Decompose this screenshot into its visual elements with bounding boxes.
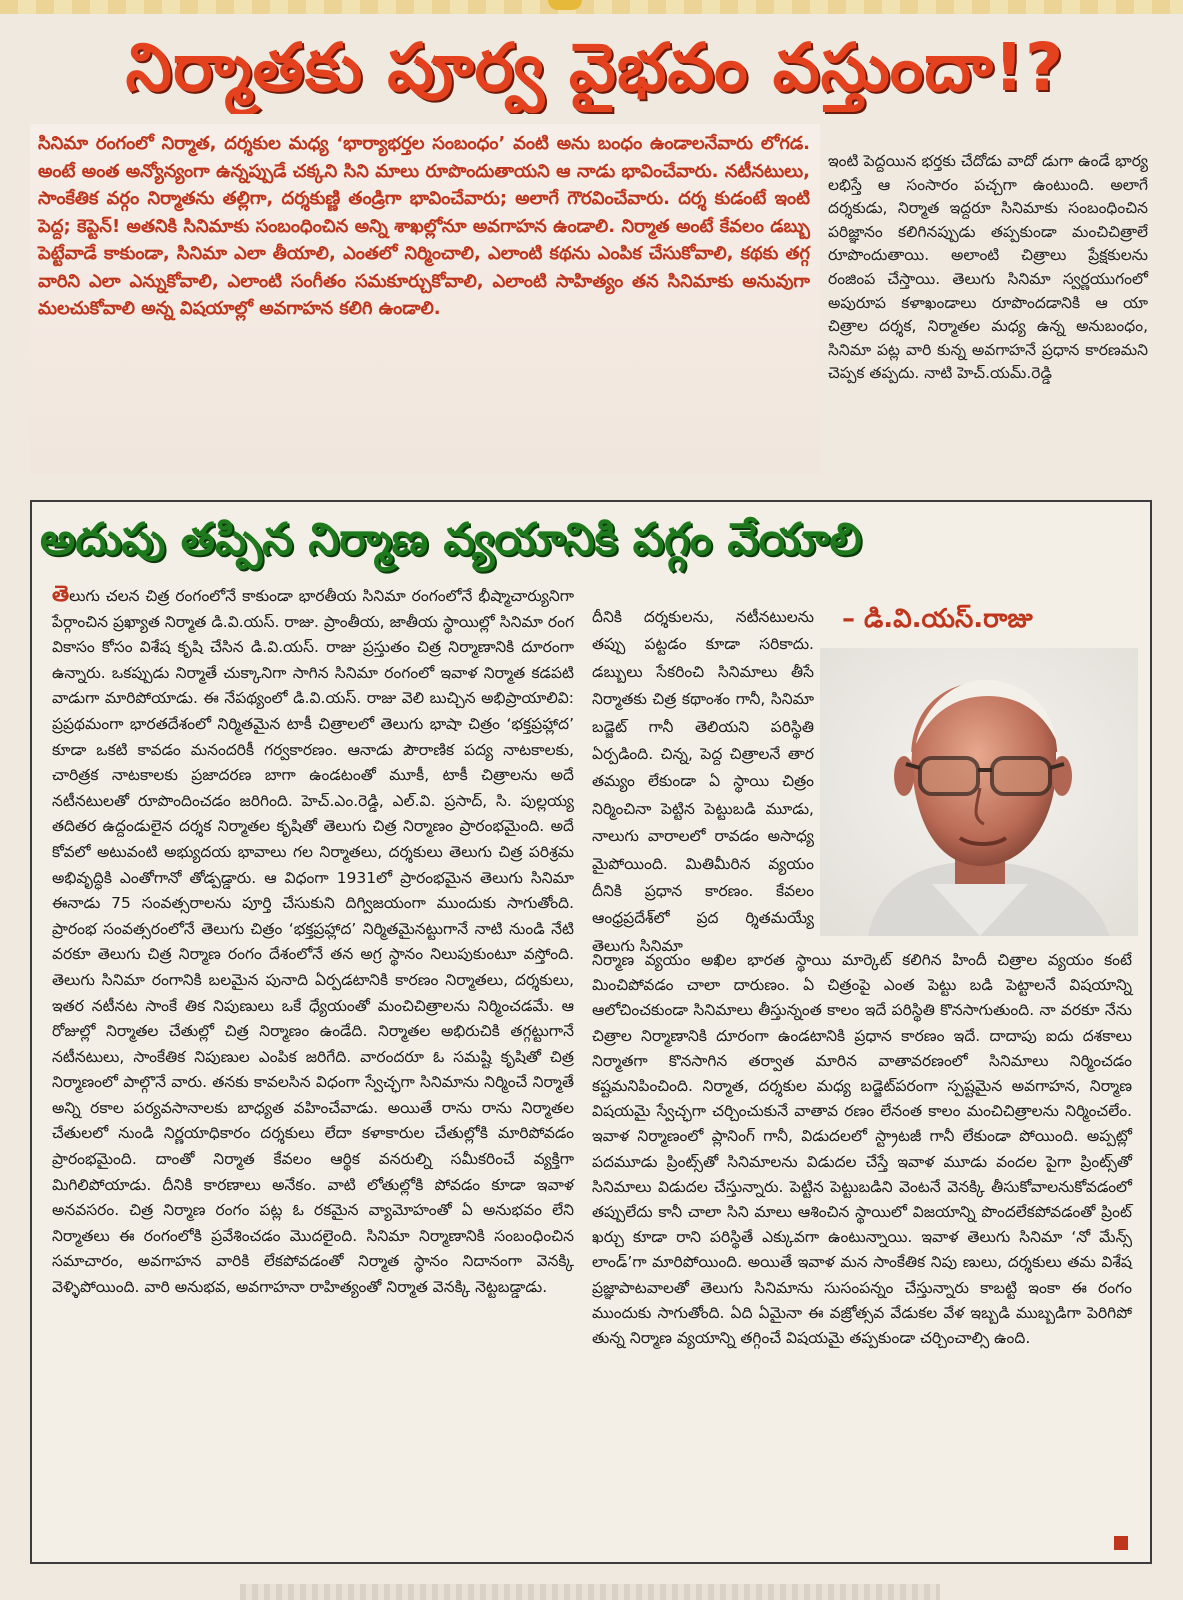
article-column-left-text: లుగు చలన చిత్ర రంగంలోనే కాకుండా భారతీయ సినిమా రంగంలోనే భీష్మాచార్యునిగా పేర్గాంచిన ప్రఖ్యాత నిర్మాత డి.వి.యస్. రాజు. ప్రాంతీయ, జాతీయ స్థాయిల్లో సినిమా రంగ వికాసం కోసం విశేష కృషి చేసిన డి.వి.యస్. రాజు ప్రస్తుతం చిత్ర నిర్మాణానికి దూరంగా ఉన్నారు. ఒకప్పుడు నిర్మాతే చుక్కానిగా సాగిన సినిమా రంగంలో ఇవాళ నిర్మాత కడపటి వాడుగా మారిపోయాడు. ఈ నేపథ్యంలో డి.వి.యస్. రాజు వెలి బుచ్చిన అభిప్రాయాలివి: ప్రప్రథమంగా భారతదేశంలో నిర్మితమైన టాకీ చిత్రాలలో తెలుగు భాషా చిత్రం ‘భక్తప్రహ్లాద’ కూడా ఒకటి కావడం మనందరికీ గర్వకారణం. ఆనాడు పౌరాణిక పద్య నాటకాలకు, చారిత్రక నాటకాలకు ప్రజాదరణ బాగా ఉండటంతో మూకీ, టాకీ చిత్రాలను అదే నటీనటులతో రూపొందించడం జరిగింది. హెచ్.ఎం.రెడ్డి, ఎల్.వి. ప్రసాద్, సి. పుల్లయ్య తదితర ఉద్దండులైన దర్శక నిర్మాతల కృషితో తెలుగు చిత్ర నిర్మాణం ప్రారంభమైంది. అదే కోవలో అటువంటి అభ్యుదయ భావాలు గల నిర్మాతలు, దర్శకులు తెలుగు చిత్ర పరిశ్రమ అభివృద్ధికి ఎంతోగానో తోడ్పడ్డారు. ఆ విధంగా 1931లో ప్రారంభమైన తెలుగు సినిమా ఈనాడు 75 సంవత్సరాలను పూర్తి చేసుకుని దిగ్విజయంగా ముందుకు సాగుతోంది. ప్రారంభ సంవత్సరంలోనే తెలుగు చిత్రం ‘భక్తప్రహ్లాద’ నిర్మితమైనట్టుగానే నాటి నుండి నేటి వరకూ తెలుగు చిత్ర నిర్మాణ రంగం దేశంలోనే తన అగ్ర స్థానం నిలుపుకుంటూ వస్తోంది. తెలుగు సినిమా రంగానికి బలమైన పునాది ఏర్పడటానికి కారణం నిర్మాతలు, దర్శకులు, ఇతర నటీనట సాంకే తిక నిపుణులు ఒకే ధ్యేయంతో మంచిచిత్రాలను నిర్మించడమే. ఆ రోజుల్లో నిర్మాతల చేతుల్లో చిత్ర నిర్మాణం ఉండేది. నిర్మాతల అభిరుచికి తగ్గట్టుగానే నటీనటులు, సాంకేతిక నిపుణుల ఎంపిక జరిగేది. వారందరూ ఓ సమష్టి కృషితో చిత్ర నిర్మాణంలో పాల్గొనే వారు. తనకు కావలసిన విధంగా స్వేచ్ఛగా సినిమాను నిర్మించే నిర్మాతే అన్ని రకాల పర్యవసానాలకు బాధ్యత వహించేవాడు. అయితే రాను రాను నిర్మాతల చేతులలో నుండి నిర్ణయాధికారం దర్శకులు లేదా కళాకారుల చేతుల్లోకి మారిపోవడం ప్రారంభమైంది. దాంతో నిర్మాత కేవలం ఆర్థిక వనరుల్ని సమీకరించే వ్యక్తిగా మిగిలిపోయాడు. దీనికి కారణాలు అనేకం. వాటి లోతుల్లోకి పోవడం కూడా ఇవాళ అనవసరం. చిత్ర నిర్మాణ రంగం పట్ల ఓ రకమైన వ్యామోహంతో ఏ అనుభవం లేని నిర్మాతలు ఈ రంగంలోకి ప్రవేశించడం మొదలైంది. సినిమా నిర్మాణానికి సంబంధించిన సమాచారం, అవగాహన వారికి లేకపోవడంతో నిర్మాత స్థానం నిదానంగా వెనక్కి వెళ్ళిపోయింది. వారి అనుభవ, అవగాహనా రాహిత్యంతో నిర్మాత వెనక్కి నెట్టబడ్డాడు. — [52, 587, 574, 1297]
article-byline: – డి.వి.యస్.రాజు — [842, 604, 1033, 634]
emblem-icon — [548, 0, 582, 10]
sidebar-paragraph: ఇంటి పెద్దయిన భర్తకు చేదోడు వాదో డుగా ఉండే భార్య లభిస్తే ఆ సంసారం పచ్చగా ఉంటుంది. అలాగే దర్శకుడు, నిర్మాత ఇద్దరూ సినిమాకు సంబంధించిన పరిజ్ఞానం కలిగినప్పుడు తప్పకుండా మంచిచిత్రాలే రూపొందుతాయి. అలాంటి చిత్రాలు ప్రేక్షకులను రంజింప చేస్తాయి. తెలుగు సినిమా స్వర్ణయుగంలో అపురూప కళాఖండాలు రూపొందడానికి ఆ యా చిత్రాల దర్శక, నిర్మాతల మధ్య ఉన్న అనుబంధం, సినిమా పట్ల వారి కున్న అవగాహనే ప్రధాన కారణమని చెప్పక తప్పదు. నాటి హెచ్.యమ్.రెడ్డి — [828, 152, 1148, 383]
article-column-right-bottom: నిర్మాణ వ్యయం అఖిల భారత స్థాయి మార్కెట్ కలిగిన హిందీ చిత్రాల వ్యయం కంటే మించిపోవడం చాలా దారుణం. ఏ చిత్రంపై ఎంత పెట్టు బడి పెట్టాలనే విషయాన్ని ఆలోచించకుండా సినిమాలు తీస్తున్నంత కాలం ఇదే పరిస్థితి కొనసాగుతుంది. నా వరకూ నేను చిత్రాల నిర్మాణానికి దూరంగా ఉండటానికి ప్రధాన కారణం ఇదే. దాదాపు ఐదు దశకాలు నిర్మాతగా కొనసాగిన తర్వాత మారిన వాతావరణంలో సినిమాలు నిర్మించడం కష్టమనిపించింది. నిర్మాత, దర్శకుల మధ్య బడ్జెట్‌పరంగా స్పష్టమైన అవగాహన, నిర్మాణ విషయమై స్వేచ్ఛగా చర్చించుకునే వాతావ రణం లేనంత కాలం మంచిచిత్రాలను నిర్మించలేం. ఇవాళ నిర్మాణంలో ప్లానింగ్ గానీ, విడుదలలో స్ట్రాటజీ గానీ లేకుండా పోయింది. అప్పట్లో పదమూడు ప్రింట్స్‌తో సినిమాలను విడుదల చేస్తే ఇవాళ మూడు వందల పైగా ప్రింట్స్‌తో సినిమాలు విడుదల చేస్తున్నారు. పెట్టిన పెట్టుబడిని వెంటనే వెనక్కి తీసుకోవాలనుకోవడంలో తప్పులేదు కానీ చాలా సిని మాలు ఆశించిన స్థాయిలో విజయాన్ని పొందలేకపోవడంతో ప్రింట్ ఖర్చు కూడా రాని పరిస్థితే ఎక్కువగా ఉంటున్నాయి. ఇవాళ తెలుగు సినిమా ‘నో మేన్స్ లాండ్’గా మారిపోయింది. అయితే ఇవాళ మన సాంకేతిక నిపు ణులు, దర్శకులు తమ విశేష ప్రజ్ఞాపాటవాలతో తెలుగు సినిమాను సుసంపన్నం చేస్తున్నారు కాబట్టి ఇంకా ఈ రంగం ముందుకు సాగుతోంది. ఏది ఏమైనా ఈ వజ్రోత్సవ వేడుకల వేళ ఇబ్బడి ముబ్బడిగా పెరిగిపో తున్న నిర్మాణ వ్యయాన్ని తగ్గించే విషయమై తప్పకుండా చర్చించాల్సి ఉంది. — [592, 951, 1132, 1348]
bottom-edge-strip — [240, 1584, 940, 1600]
top-decorative-garland — [0, 0, 1183, 14]
elderly-man-portrait-icon — [820, 648, 1138, 936]
article-column-left — [52, 582, 574, 1301]
end-of-article-square-icon — [1114, 1536, 1128, 1550]
article-column-right-top: దీనికి దర్శకులను, నటీనటులను తప్పు పట్టడం కూడా సరికాదు. డబ్బులు సేకరించి సినిమాలు తీసే నిర్మాతకు చిత్ర కథాంశం గానీ, సినిమా బడ్జెట్ గానీ తెలియని పరిస్థితి ఏర్పడింది. చిన్న, పెద్ద చిత్రాలనే తార తమ్యం లేకుండా ఏ స్థాయి చిత్రం నిర్మించినా పెట్టిన పెట్టుబడి మూడు, నాలుగు వారాలలో రావడం అసాధ్య మైపోయింది. మితిమీరిన వ్యయం దీనికి ప్రధాన కారణం. కేవలం ఆంధ్రప్రదేశ్‌లో ప్రద ర్శితమయ్యే తెలుగు సినిమా — [592, 608, 814, 955]
drop-cap: తె — [52, 582, 70, 607]
portrait-photo — [820, 648, 1138, 936]
lead-paragraph: సినిమా రంగంలో నిర్మాత, దర్శకుల మధ్య ‘భార్యాభర్తల సంబంధం’ వంటి అను బంధం ఉండాలనేవారు లోగడ. అంటే అంత అన్యోన్యంగా ఉన్నప్పుడే చక్కని సిని మాలు రూపొందుతాయని ఆ నాడు భావించేవారు. నటీనటులు, సాంకేతిక వర్గం నిర్మాతను తల్లిగా, దర్శకుణ్ణి తండ్రిగా భావించేవారు; అలాగే గౌరవించేవారు. దర్శ కుడంటే ఇంటి పెద్ద; కెప్టెన్! అతనికి సినిమాకు సంబంధించిన అన్ని శాఖల్లోనూ అవగాహన ఉండాలి. నిర్మాత అంటే కేవలం డబ్బు పెట్టేవాడే కాకుండా, సినిమా ఎలా తీయాలి, ఎంతలో నిర్మించాలి, ఎలాంటి కథను ఎంపిక చేసుకోవాలి, కథకు తగ్గ వారిని ఎలా ఎన్నుకోవాలి, ఎలాంటి సంగీతం సమకూర్చుకోవాలి, ఎలాంటి సాహిత్యం తన సినిమాకు అనువుగా మలచుకోవాలి అన్న విషయాల్లో అవగాహన కలిగి ఉండాలి. — [38, 133, 810, 319]
main-headline: నిర్మాతకు పూర్వ వైభవం వస్తుందా!? — [125, 29, 1065, 106]
article-headline: అదుపు తప్పిన నిర్మాణ వ్యయానికి పగ్గం వేయాలి — [40, 514, 862, 565]
